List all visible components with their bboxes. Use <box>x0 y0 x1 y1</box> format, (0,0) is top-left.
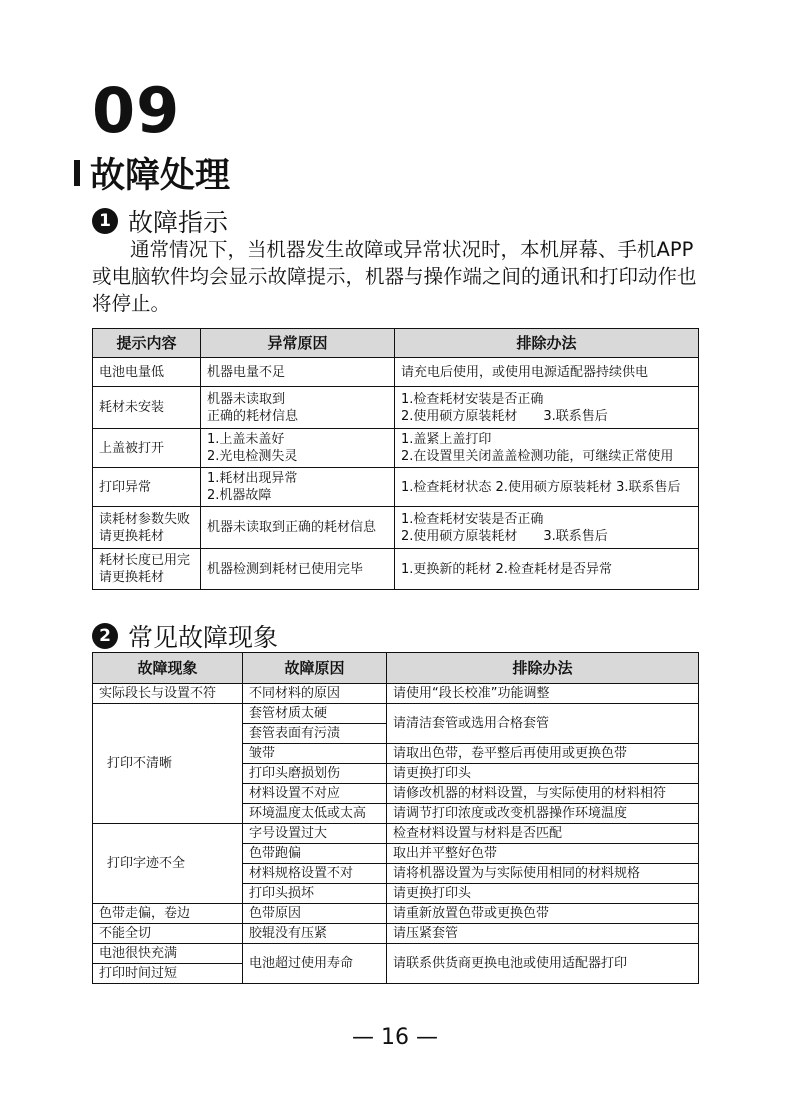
solution-cell: 请修改机器的材料设置，与实际使用的材料相符 <box>387 784 699 804</box>
section-2-badge: 2 <box>92 623 118 649</box>
cause-line: 2.机器故障 <box>207 488 272 503</box>
common-faults-table <box>92 652 699 984</box>
prompt-cell: 打印异常 <box>93 468 201 507</box>
cause-cell: 不同材料的原因 <box>243 684 387 704</box>
table-row <box>93 824 699 844</box>
page-number: — 16 — <box>352 1025 438 1050</box>
cause-cell: 机器检测到耗材已使用完毕 <box>201 549 395 590</box>
cause-cell: 皱带 <box>243 744 387 764</box>
solution-cell: 请使用“段长校准”功能调整 <box>387 684 699 704</box>
prompt-cell: 电池电量低 <box>93 358 201 387</box>
cause-cell <box>201 387 395 429</box>
cause-cell: 环境温度太低或太高 <box>243 804 387 824</box>
header-cause: 故障原因 <box>243 653 387 684</box>
solution-cell <box>395 507 699 549</box>
table-row <box>93 468 699 507</box>
table-row <box>93 507 699 549</box>
cause-line: 机器未读取到 <box>207 391 286 407</box>
table-row <box>93 924 699 944</box>
prompt-line: 请更换耗材 <box>99 570 165 585</box>
section-2-heading <box>92 618 278 654</box>
fault-indication-table <box>92 328 699 590</box>
solution-cell: 请取出色带，卷平整后再使用或更换色带 <box>387 744 699 764</box>
table-row <box>93 387 699 429</box>
cause-cell: 色带跑偏 <box>243 844 387 864</box>
solution-cell: 请调节打印浓度或改变机器操作环境温度 <box>387 804 699 824</box>
solution-cell <box>395 429 699 468</box>
header-solution: 排除办法 <box>387 653 699 684</box>
table-row <box>93 549 699 590</box>
solution-cell: 请充电后使用，或使用电源适配器持续供电 <box>395 358 699 387</box>
cause-cell: 打印头磨损划伤 <box>243 764 387 784</box>
solution-cell: 请重新放置色带或更换色带 <box>387 904 699 924</box>
symptom-cell: 打印时间过短 <box>93 964 243 984</box>
solution-cell: 请更换打印头 <box>387 884 699 904</box>
cause-cell: 材料设置不对应 <box>243 784 387 804</box>
section-1-badge: 1 <box>92 208 118 234</box>
solution-cell <box>395 387 699 429</box>
prompt-line: 耗材长度已用完 <box>99 553 191 568</box>
section-1-title: 故障指示 <box>128 208 229 237</box>
solution-cell: 请清洁套管或选用合格套管 <box>387 704 699 744</box>
cause-cell: 字号设置过大 <box>243 824 387 844</box>
table-row <box>93 358 699 387</box>
chapter-title <box>74 150 230 196</box>
solution-line: 1.检查耗材安装是否正确 <box>401 511 544 527</box>
symptom-cell: 不能全切 <box>93 924 243 944</box>
intro-paragraph: 通常情况下，当机器发生故障或异常状况时，本机屏幕、手机APP或电脑软件均会显示故障提示，机器与操作端之间的通讯和打印动作也将停止。 <box>92 238 697 315</box>
section-1-heading <box>92 203 228 239</box>
table-row <box>93 904 699 924</box>
chapter-title-text: 故障处理 <box>90 156 231 196</box>
cause-line: 正确的耗材信息 <box>207 408 299 424</box>
cause-cell <box>201 429 395 468</box>
table-row <box>93 429 699 468</box>
table-header-row <box>93 329 699 358</box>
table-row <box>93 704 699 724</box>
solution-cell: 请更换打印头 <box>387 764 699 784</box>
prompt-cell: 上盖被打开 <box>93 429 201 468</box>
solution-line: 2.使用硕方原装耗材 3.联系售后 <box>401 528 608 544</box>
header-prompt: 提示内容 <box>93 329 201 358</box>
solution-line: 2.使用硕方原装耗材 3.联系售后 <box>401 408 608 424</box>
cause-cell: 材料规格设置不对 <box>243 864 387 884</box>
table-row <box>93 684 699 704</box>
cause-cell: 胶辊没有压紧 <box>243 924 387 944</box>
cause-cell: 套管材质太硬 <box>243 704 387 724</box>
solution-line: 2.在设置里关闭盖盖检测功能，可继续正常使用 <box>401 449 674 464</box>
symptom-cell: 色带走偏，卷边 <box>93 904 243 924</box>
solution-cell: 1.检查耗材状态 2.使用硕方原装耗材 3.联系售后 <box>395 468 699 507</box>
prompt-cell <box>93 549 201 590</box>
section-2-title: 常见故障现象 <box>128 623 279 652</box>
cause-cell: 打印头损坏 <box>243 884 387 904</box>
cause-cell: 套管表面有污渍 <box>243 724 387 744</box>
solution-cell: 检查材料设置与材料是否匹配 <box>387 824 699 844</box>
chapter-title-bar <box>74 160 80 186</box>
cause-cell: 机器电量不足 <box>201 358 395 387</box>
cause-cell: 机器未读取到正确的耗材信息 <box>201 507 395 549</box>
cause-cell <box>201 468 395 507</box>
cause-line: 1.上盖未盖好 <box>207 432 285 447</box>
symptom-cell: 打印不清晰 <box>93 704 243 824</box>
cause-line: 1.耗材出现异常 <box>207 471 298 486</box>
solution-cell: 请压紧套管 <box>387 924 699 944</box>
symptom-cell: 实际段长与设置不符 <box>93 684 243 704</box>
solution-cell: 取出并平整好色带 <box>387 844 699 864</box>
table-row <box>93 944 699 964</box>
prompt-line: 请更换耗材 <box>99 528 165 544</box>
cause-line: 2.光电检测失灵 <box>207 449 298 464</box>
solution-line: 1.盖紧上盖打印 <box>401 432 492 447</box>
prompt-cell: 耗材未安装 <box>93 387 201 429</box>
symptom-cell: 打印字迹不全 <box>93 824 243 904</box>
solution-line: 1.检查耗材安装是否正确 <box>401 391 544 407</box>
header-cause: 异常原因 <box>201 329 395 358</box>
header-solution: 排除办法 <box>395 329 699 358</box>
solution-cell: 请将机器设置为与实际使用相同的材料规格 <box>387 864 699 884</box>
table-header-row <box>93 653 699 684</box>
prompt-line: 读耗材参数失败 <box>99 511 191 527</box>
cause-cell: 色带原因 <box>243 904 387 924</box>
prompt-cell <box>93 507 201 549</box>
solution-cell: 1.更换新的耗材 2.检查耗材是否异常 <box>395 549 699 590</box>
chapter-number: 09 <box>92 74 181 147</box>
symptom-cell: 电池很快充满 <box>93 944 243 964</box>
solution-cell: 请联系供货商更换电池或使用适配器打印 <box>387 944 699 984</box>
header-symptom: 故障现象 <box>93 653 243 684</box>
cause-cell: 电池超过使用寿命 <box>243 944 387 984</box>
